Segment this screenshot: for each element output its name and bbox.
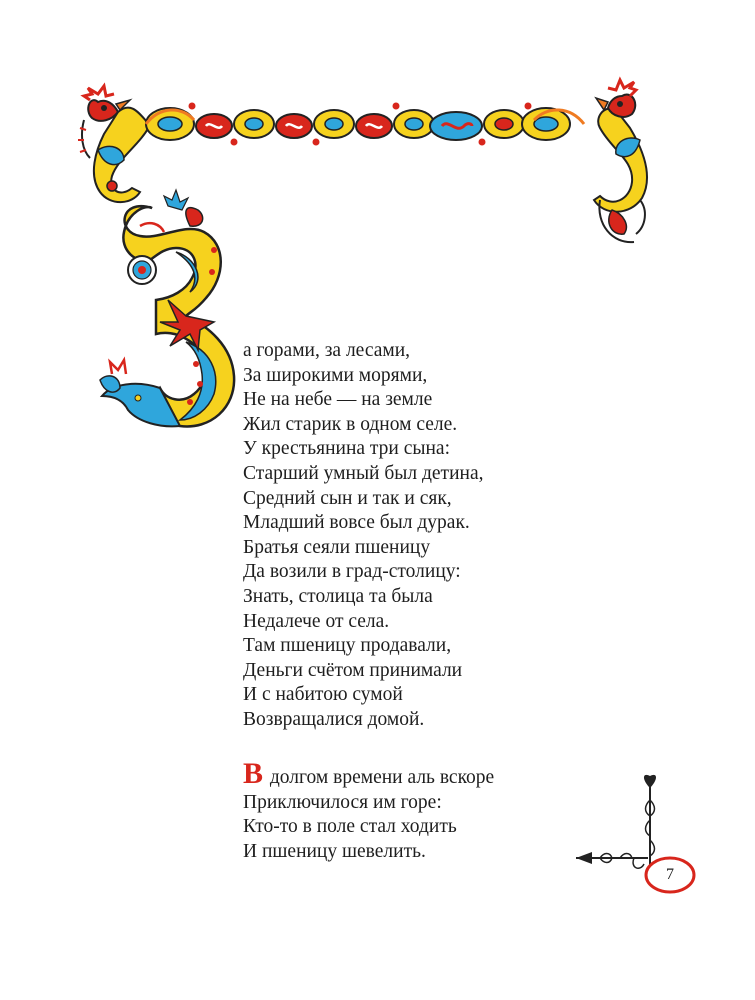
poem-line-first: а горами, за лесами, [243, 340, 411, 361]
poem-line: Жил старик в одном селе. [243, 413, 458, 435]
poem-line: Да возили в град-столицу: [243, 561, 461, 583]
poem-line-first-rest: долгом времени аль вскоре [265, 767, 495, 788]
poem-stanza-1 [243, 339, 483, 733]
ornament-chain-band [146, 103, 584, 146]
poem-line: Братья сеяли пшеницу [243, 536, 431, 558]
poem-line: За широкими морями, [243, 364, 428, 386]
poem-line: Деньги счётом принимали [243, 659, 463, 681]
drop-cap-letter: В [243, 757, 264, 790]
poem-line: Младший вовсе был дурак. [243, 512, 470, 534]
poem-stanza-2 [243, 757, 495, 864]
poem-line-first [243, 757, 495, 791]
poem-line: Недалече от села. [243, 610, 390, 632]
initial-letter-ze-illustration [100, 190, 234, 426]
poem-line: И с набитою сумой [243, 684, 403, 706]
poem-line: Старший умный был детина, [243, 462, 484, 484]
poem-line: Возвращалися домой. [243, 708, 425, 730]
poem-line: Там пшеницу продавали, [243, 635, 452, 657]
poem-line: Не на небе — на земле [243, 389, 433, 411]
poem-line: Приключилося им горе: [243, 791, 442, 813]
poem-line: У крестьянина три сына: [243, 438, 451, 460]
page-number: 7 [666, 866, 674, 883]
right-bird-icon [594, 80, 647, 242]
poem-line: Средний сын и так и сяк, [243, 487, 452, 509]
poem-line: Кто-то в поле стал ходить [243, 816, 457, 838]
left-bird-icon [78, 86, 150, 202]
poem-line: Знать, столица та была [243, 585, 433, 607]
poem-line: И пшеницу шевелить. [243, 840, 426, 862]
